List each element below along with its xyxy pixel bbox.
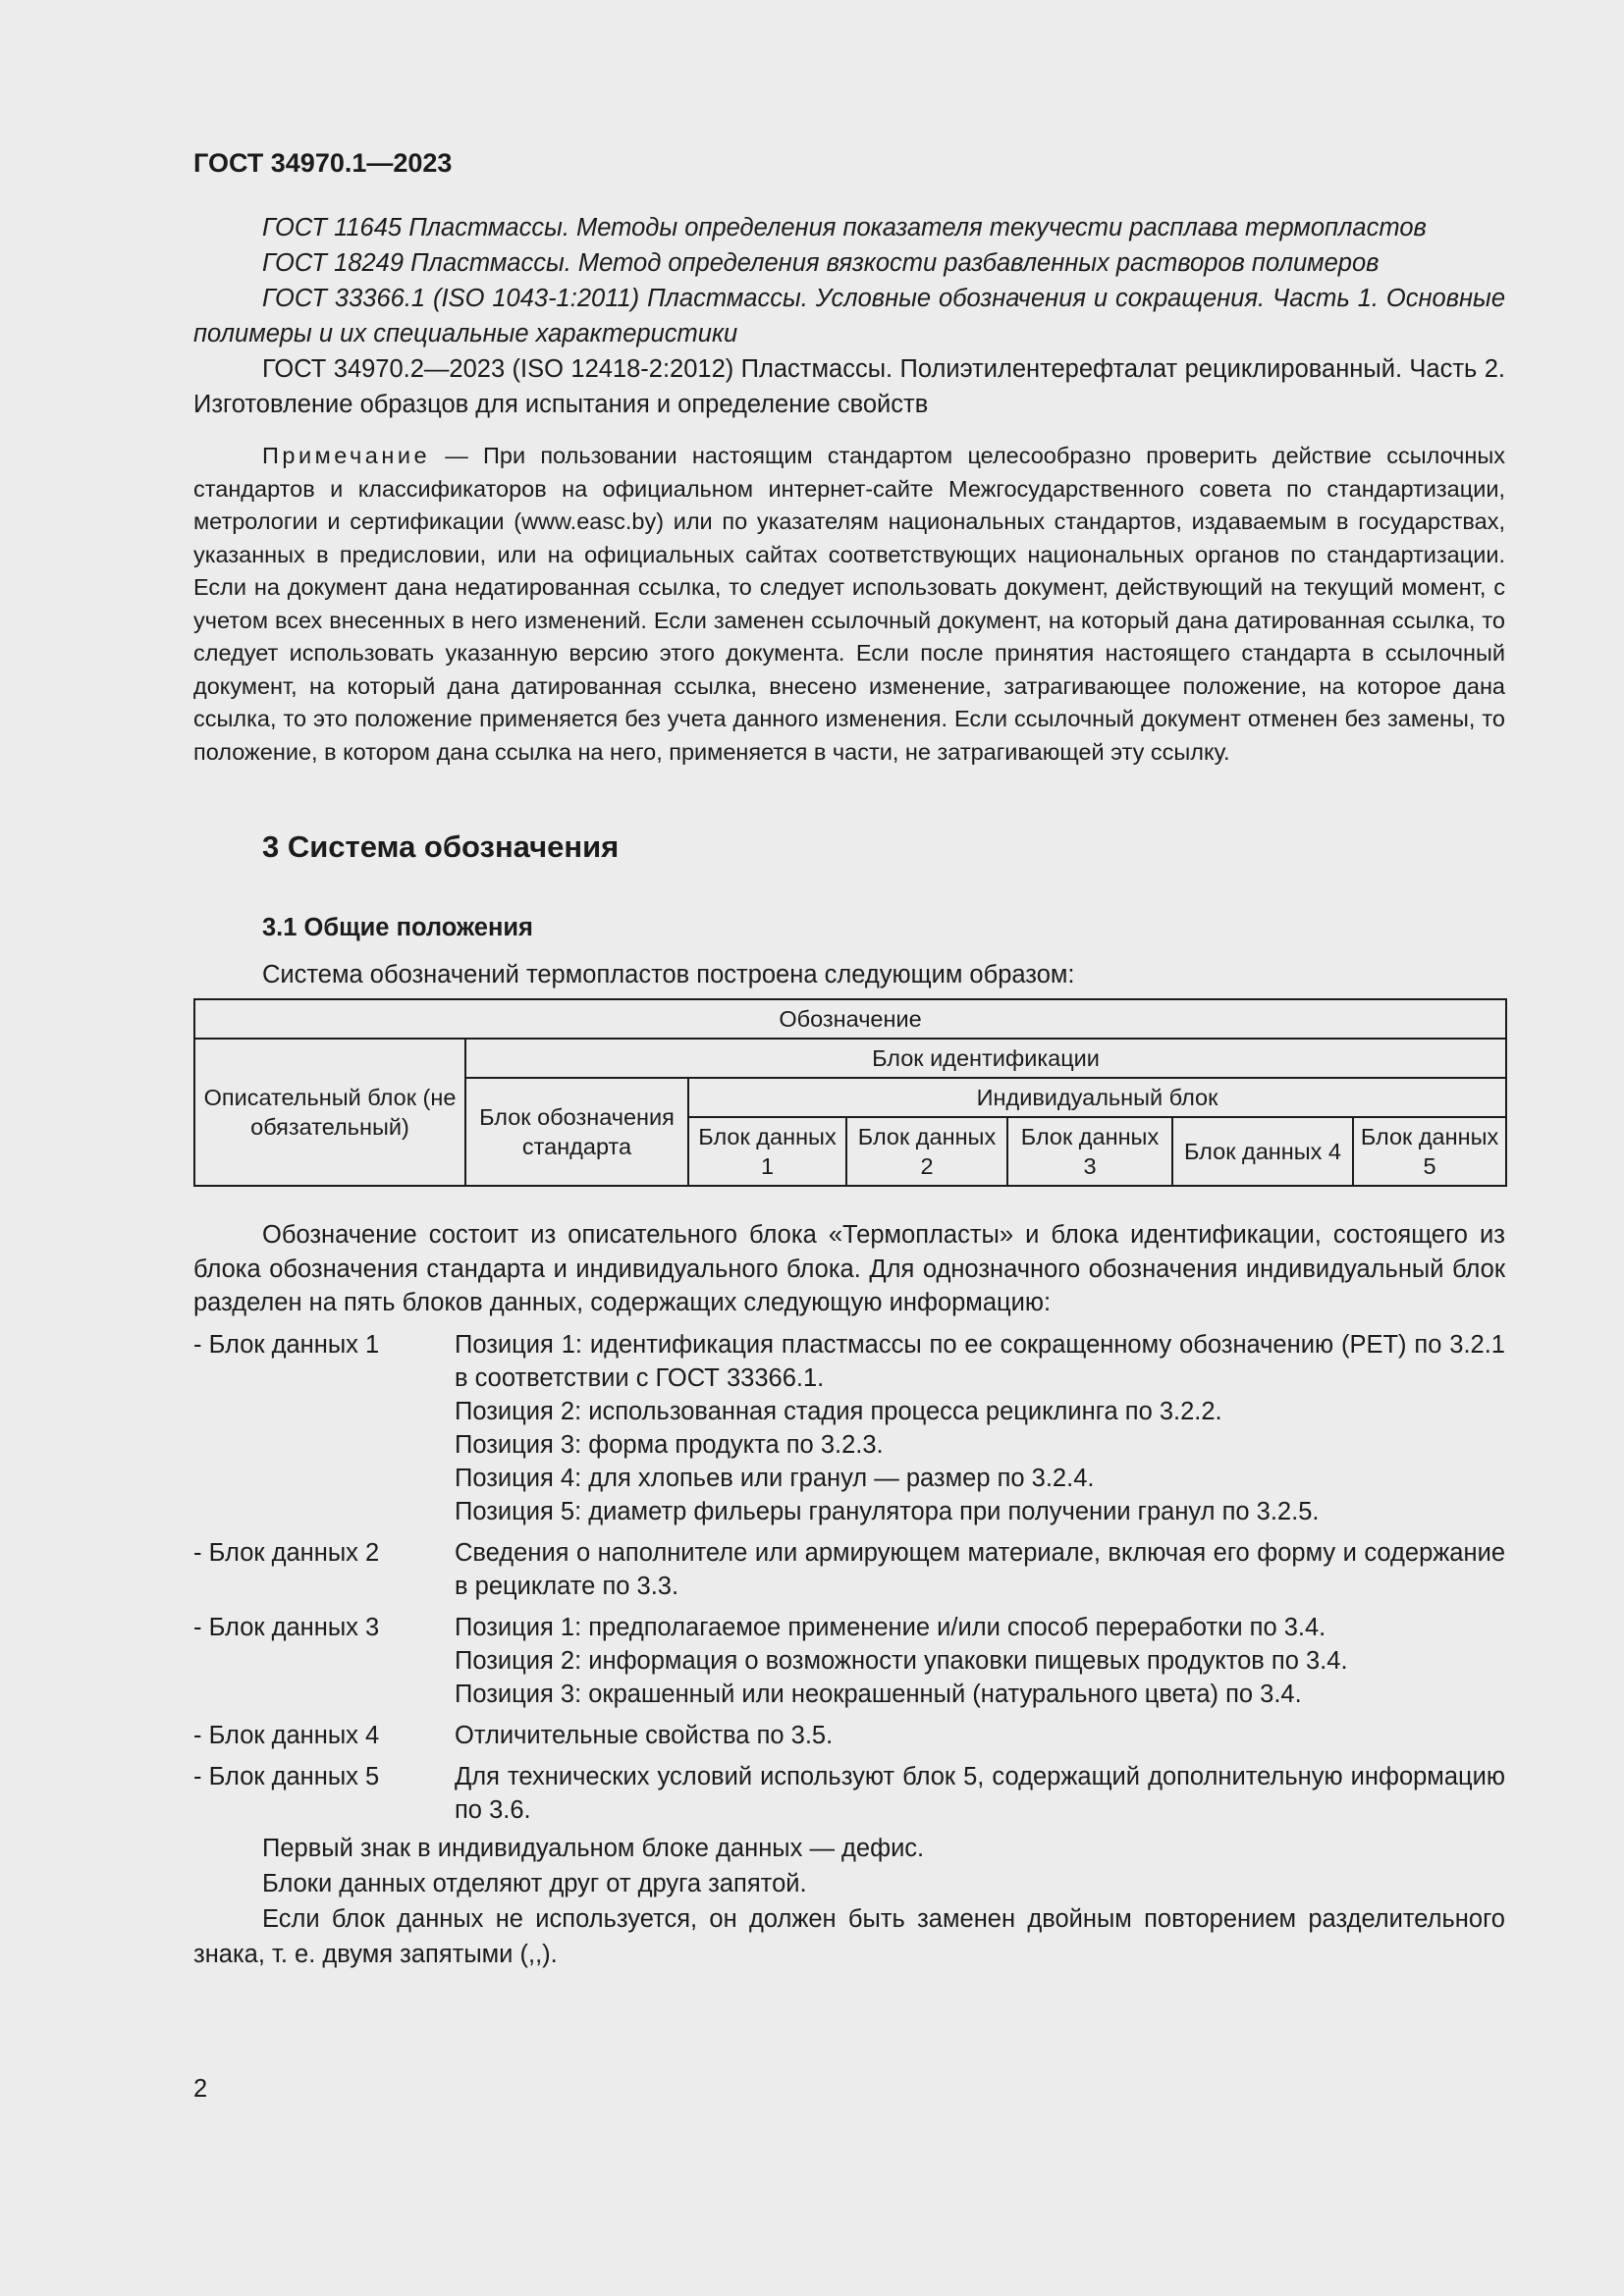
data-block-item-body (455, 1611, 1505, 1711)
data-block-list (193, 1328, 1505, 1827)
closing-line-3: Если блок данных не используется, он должен быть заменен двойным повторением разделительного знака, т. е. двумя запятыми (,,). (193, 1904, 1505, 1968)
scheme-intro: Система обозначений термопластов построена следующим образом: (262, 961, 1075, 988)
note-text: — При пользовании настоящим стандартом целесообразно проверить действие ссылочных стандартов и классификаторов на официальном интернет-сайте Межгосударственного совета по стандартизации, метрологии и сертификации (www.easc.by) или по указателям национальных стандартов, издаваемым в государствах, указанных в предисловии, или на официальных сайтах соответствующих национальных органов по стандартизации. Если на документ дана недатированная ссылка, то следует использовать документ, действующий на текущий момент, с учетом всех внесенных в него изменений. Если заменен ссылочный документ, на который дана датированная ссылка, то следует использовать указанную версию этого документа. Если после принятия настоящего стандарта в ссылочный документ, на который дана датированная ссылка, внесено изменение, затрагивающее положение, на которое дана ссылка, то это положение применяется без учета данного изменения. Если ссылочный документ отменен без замены, то положение, в котором дана ссылка на него, применяется в части, не затрагивающей эту ссылку. (193, 443, 1505, 765)
data-block-item-1 (193, 1328, 1505, 1528)
data-block-item-label: - Блок данных 1 (193, 1330, 380, 1359)
data-block-item-label: - Блок данных 3 (193, 1613, 380, 1641)
note-paragraph (193, 440, 1505, 769)
table-cell-individual-block: Индивидуальный блок (688, 1078, 1506, 1117)
data-block-item-label: - Блок данных 2 (193, 1538, 380, 1567)
reference-gost-34970-2: ГОСТ 34970.2—2023 (ISO 12418-2:2012) Пластмассы. Полиэтилентерефталат рециклированный. Часть 2. Изготовление образцов для испытания и определение свойств (193, 355, 1505, 418)
data-block-item-2 (193, 1536, 1505, 1603)
position-line: Сведения о наполнителе или армирующем материале, включая его форму и содержание в рециклате по 3.3. (455, 1538, 1505, 1600)
table-cell-designation: Обозначение (194, 999, 1506, 1039)
document-code-header: ГОСТ 34970.1—2023 (193, 148, 453, 178)
position-line: Для технических условий используют блок 5, содержащий дополнительную информацию по 3.6. (455, 1762, 1505, 1824)
description-paragraph: Обозначение состоит из описательного блока «Термопласты» и блока идентификации, состоящего из блока обозначения стандарта и индивидуального блока. Для однозначного обозначения индивидуальный блок разделен на пять блоков данных, содержащих следующую информацию: (193, 1221, 1505, 1316)
table-cell-standard-block: Блок обозначения стандарта (465, 1078, 688, 1186)
table-cell-data-block-1: Блок данных 1 (688, 1117, 846, 1186)
data-block-item-label: - Блок данных 5 (193, 1762, 380, 1790)
table-cell-data-block-5: Блок данных 5 (1353, 1117, 1506, 1186)
section-title: 3 Система обозначения (262, 829, 620, 864)
reference-gost-11645: ГОСТ 11645 Пластмассы. Методы определения показателя текучести расплава термопластов (262, 214, 1427, 241)
data-block-item-5 (193, 1760, 1505, 1827)
note-label: Примечание (262, 443, 431, 468)
position-line: Отличительные свойства по 3.5. (455, 1721, 834, 1749)
page-number: 2 (193, 2075, 208, 2103)
reference-gost-18249: ГОСТ 18249 Пластмассы. Метод определения вязкости разбавленных растворов полимеров (262, 249, 1380, 277)
closing-line-2: Блоки данных отделяют друг от друга запятой. (262, 1869, 807, 1897)
data-block-item-label: - Блок данных 4 (193, 1721, 380, 1749)
data-block-item-4 (193, 1719, 1505, 1752)
table-cell-descriptive-block: Описательный блок (не обязательный) (194, 1039, 465, 1186)
table-cell-identification-block: Блок идентификации (465, 1039, 1506, 1078)
position-line: Позиция 1: идентификация пластмассы по ее сокращенному обозначению (PET) по 3.2.1 в соответствии с ГОСТ 33366.1. (455, 1330, 1505, 1392)
data-block-item-3 (193, 1611, 1505, 1711)
position-line: Позиция 5: диаметр фильеры гранулятора при получении гранул по 3.2.5. (455, 1497, 1320, 1525)
data-block-item-body (455, 1536, 1505, 1603)
table-cell-data-block-2: Блок данных 2 (846, 1117, 1007, 1186)
subsection-title: 3.1 Общие положения (262, 914, 533, 941)
data-block-item-body (455, 1760, 1505, 1827)
reference-gost-33366-1: ГОСТ 33366.1 (ISO 1043-1:2011) Пластмассы. Условные обозначения и сокращения. Часть 1. Основные полимеры и их специальные характеристики (193, 285, 1505, 347)
position-line: Позиция 2: использованная стадия процесса рециклинга по 3.2.2. (455, 1397, 1222, 1425)
document-page (193, 145, 1505, 1972)
position-line: Позиция 2: информация о возможности упаковки пищевых продуктов по 3.4. (455, 1646, 1348, 1675)
position-line: Позиция 3: окрашенный или неокрашенный (натурального цвета) по 3.4. (455, 1680, 1302, 1708)
designation-scheme-table (193, 998, 1507, 1187)
data-block-item-body (455, 1328, 1505, 1528)
position-line: Позиция 3: форма продукта по 3.2.3. (455, 1430, 884, 1459)
closing-line-1: Первый знак в индивидуальном блоке данных — дефис. (262, 1834, 925, 1862)
table-cell-data-block-3: Блок данных 3 (1007, 1117, 1172, 1186)
position-line: Позиция 4: для хлопьев или гранул — размер по 3.2.4. (455, 1464, 1095, 1492)
data-block-item-body (455, 1719, 1505, 1752)
position-line: Позиция 1: предполагаемое применение и/или способ переработки по 3.4. (455, 1613, 1326, 1641)
table-cell-data-block-4: Блок данных 4 (1172, 1117, 1353, 1186)
